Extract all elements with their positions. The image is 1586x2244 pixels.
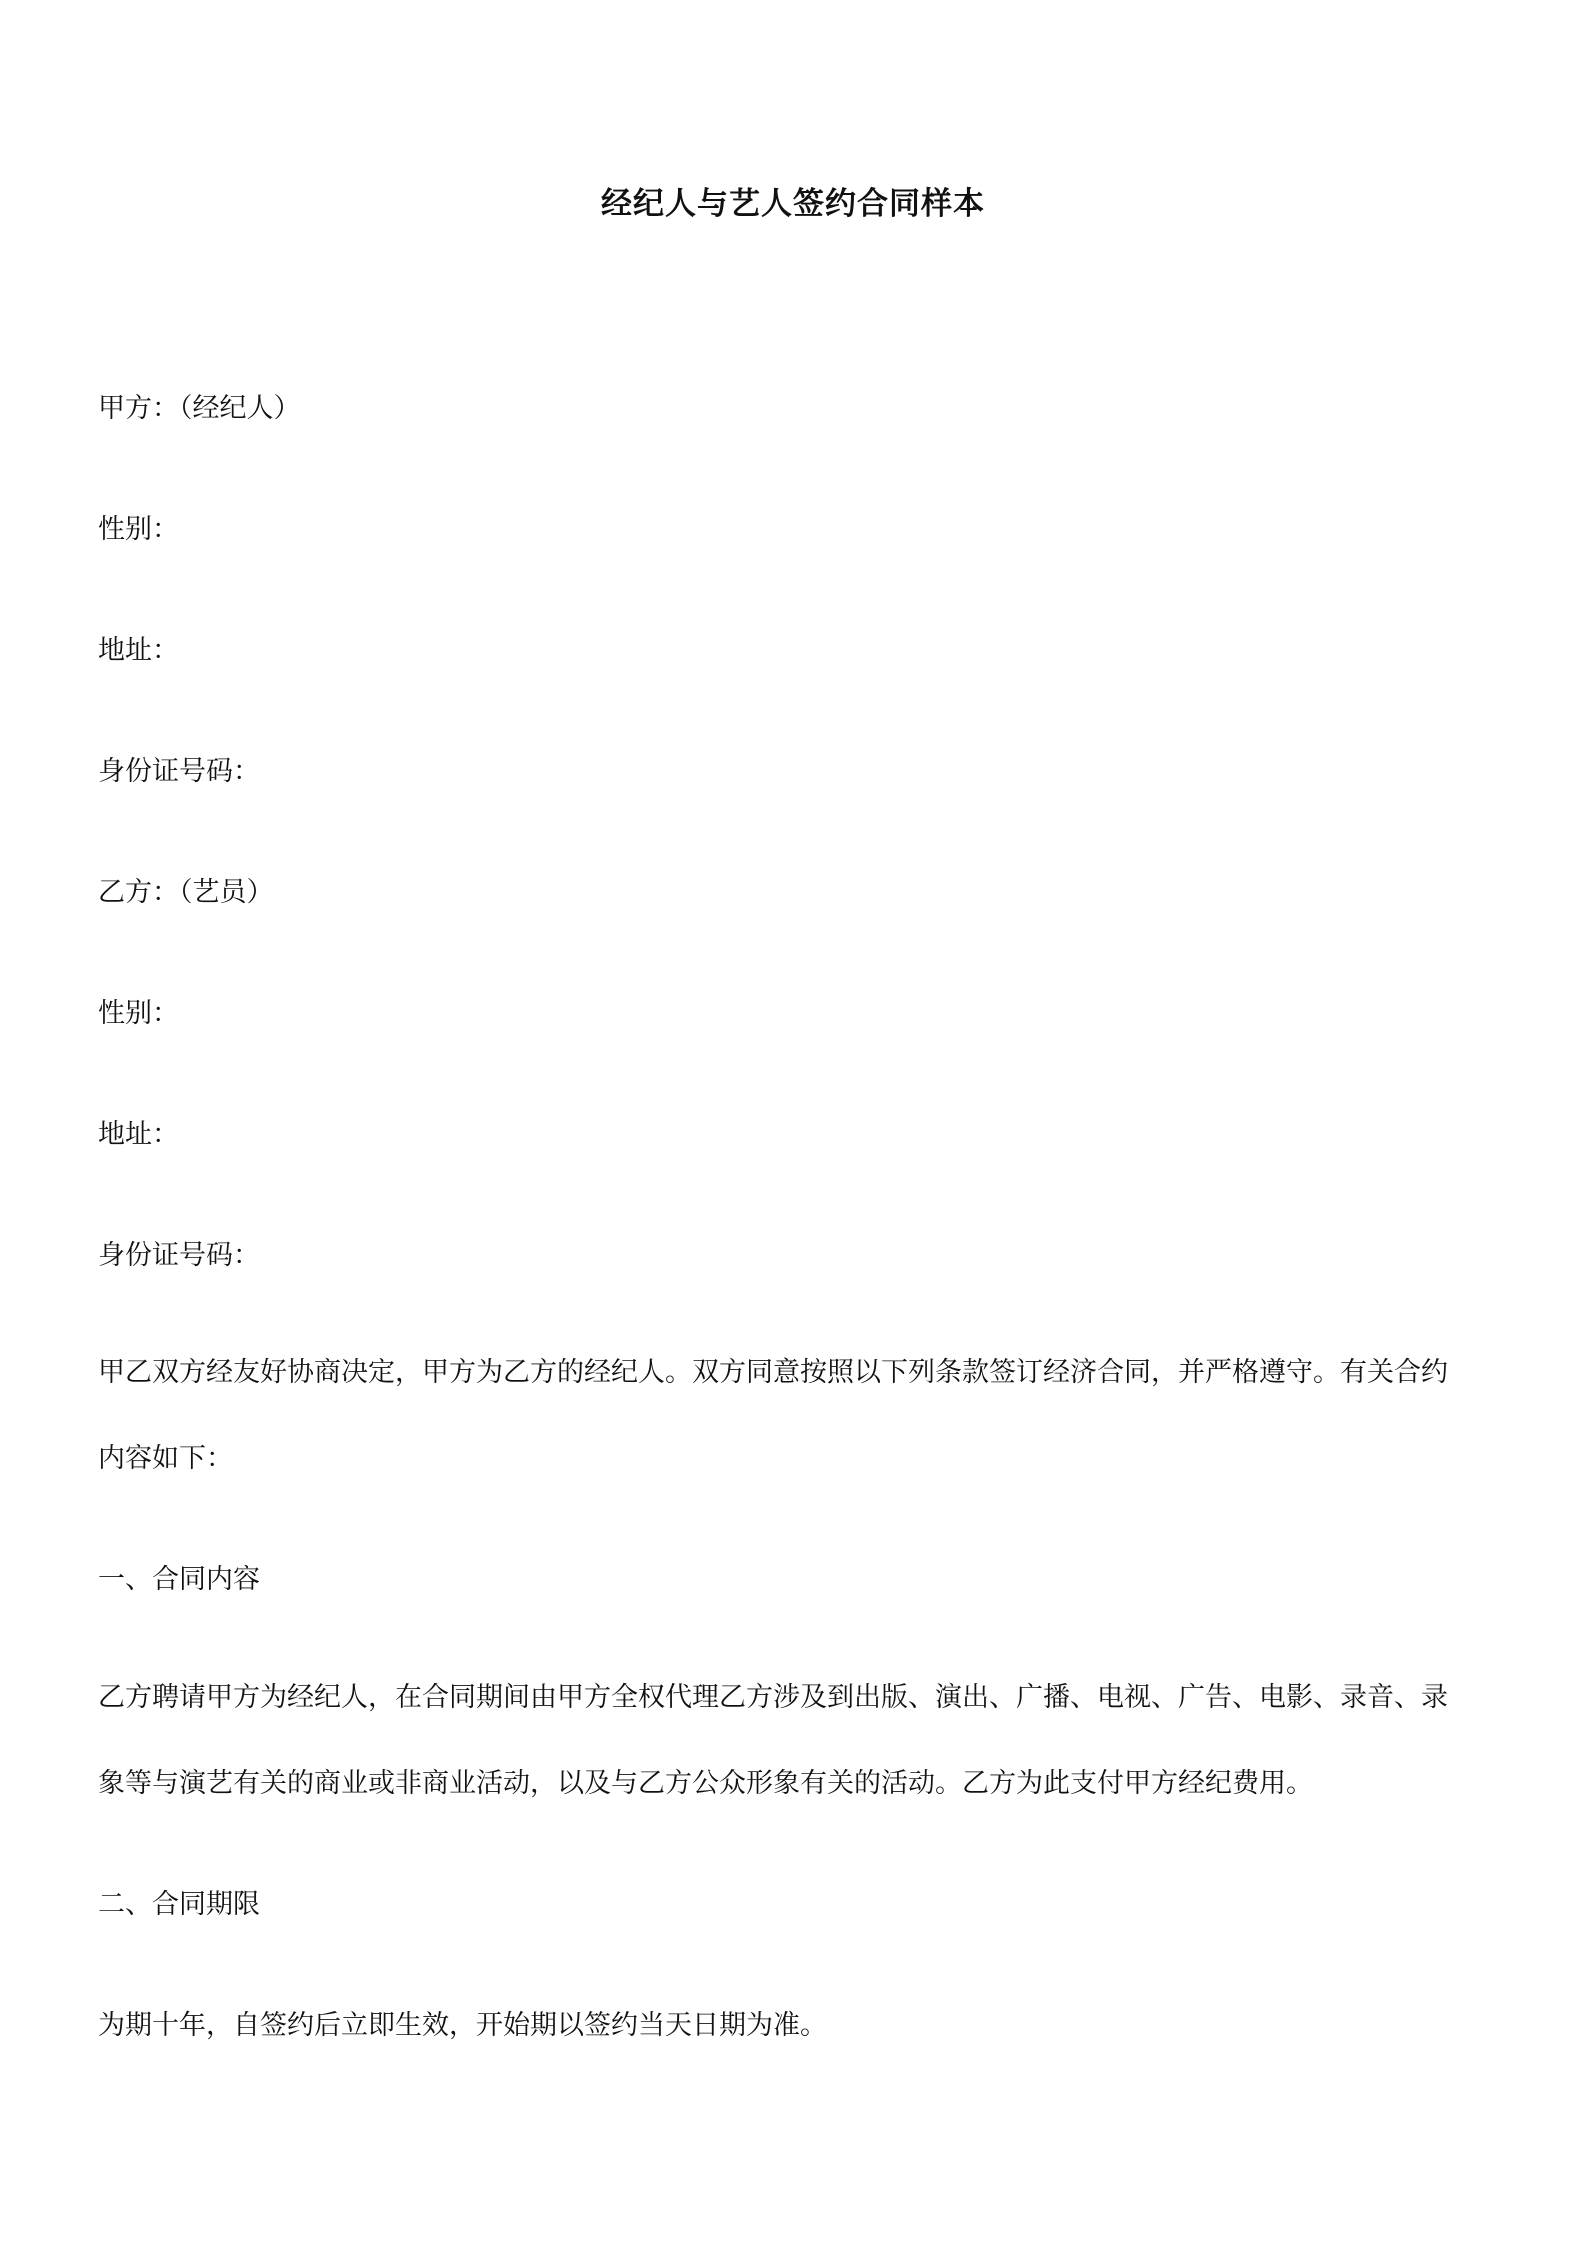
party-b-id-number: 身份证号码： xyxy=(98,1240,260,1271)
section-1-line-2: 象等与演艺有关的商业或非商业活动，以及与乙方公众形象有关的活动。乙方为此支付甲方经纪费用。 xyxy=(98,1768,1313,1799)
party-b-gender: 性别： xyxy=(98,998,179,1029)
party-b-address: 地址： xyxy=(98,1119,179,1150)
party-a-address: 地址： xyxy=(98,635,179,666)
party-b-label: 乙方：（艺员） xyxy=(98,877,274,908)
party-a-id-number: 身份证号码： xyxy=(98,756,260,787)
section-1-paragraph xyxy=(98,1655,1496,1827)
section-1-heading: 一、合同内容 xyxy=(98,1564,260,1595)
section-1-line-1: 乙方聘请甲方为经纪人，在合同期间由甲方全权代理乙方涉及到出版、演出、广播、电视、广告、电影、录音、录 xyxy=(98,1682,1448,1713)
party-a-label: 甲方：（经纪人） xyxy=(98,393,301,424)
intro-line-2: 内容如下： xyxy=(98,1443,233,1474)
section-2-line-1: 为期十年，自签约后立即生效，开始期以签约当天日期为准。 xyxy=(98,2010,827,2041)
intro-paragraph xyxy=(98,1330,1496,1502)
intro-line-1: 甲乙双方经友好协商决定，甲方为乙方的经纪人。双方同意按照以下列条款签订经济合同，并严格遵守。有关合约 xyxy=(98,1357,1448,1388)
party-a-gender: 性别： xyxy=(98,514,179,545)
section-2-heading: 二、合同期限 xyxy=(98,1889,260,1920)
document-title: 经纪人与艺人签约合同样本 xyxy=(601,186,985,222)
